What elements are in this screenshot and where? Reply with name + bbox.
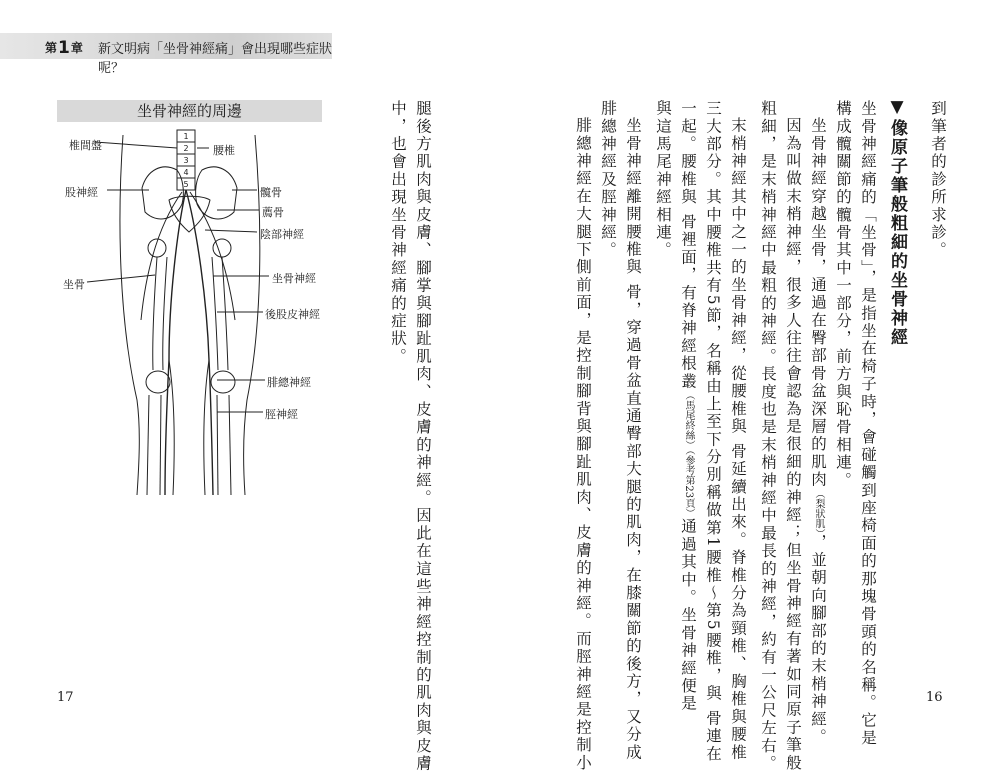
page-number-left: 17 — [57, 690, 74, 705]
text-column-11: 坐骨神經離開腰椎與 骨，穿過骨盆直通臀部大腿的肌肉，在膝關節的後方，又分成 — [624, 117, 642, 762]
text-column-10: 與這馬尾神經相連。 — [654, 100, 672, 260]
section-heading: ▼像原子筆般粗細的坐骨神經 — [887, 97, 907, 347]
chapter-header — [0, 33, 333, 76]
vertebra-3-label: 3 — [183, 156, 189, 165]
text-column-2: 坐骨神經痛的「坐骨」，是指坐在椅子時，會碰觸到座椅面的那塊骨頭的名稱。它是 — [859, 100, 877, 748]
label-posterior-femoral-cutaneous-nerve: 後股皮神經 — [265, 308, 320, 321]
text-column-15: 中，也會出現坐骨神經痛的症狀。 — [389, 100, 407, 366]
label-tibial-nerve: 脛神經 — [265, 408, 298, 421]
text-column-14: 腿後方肌肉與皮膚、腳掌與腳趾肌肉、皮膚的神經。因此在這些神經控制的肌肉與皮膚 — [414, 100, 432, 773]
label-ilium: 髖骨 — [260, 186, 282, 199]
vertebra-2-label: 2 — [183, 144, 189, 153]
figure-title: 坐骨神經的周邊 — [57, 100, 322, 122]
text-column-1: 到筆者的診所求診。 — [929, 100, 947, 260]
text-column-3: 構成髖關節的髖骨其中一部分，前方與恥骨相連。 — [834, 100, 852, 490]
text-column-13: 腓總神經在大腿下側前面，是控制腳背與腳趾肌肉、皮膚的神經。而脛神經是控制小 — [574, 117, 592, 772]
sciatic-anatomy-illustration — [57, 100, 322, 495]
text-column-9: 一起。腰椎與 骨裡面，有脊神經根叢（馬尾終絲）（參考第23頁）通過其中。坐骨神經便是 — [679, 100, 697, 713]
vertebra-4-label: 4 — [183, 168, 189, 177]
text-column-7: 末梢神經其中之一的坐骨神經，從腰椎與 骨延續出來。脊椎分為頸椎、胸椎與腰椎 — [729, 117, 747, 762]
vertebra-1-label: 1 — [183, 132, 189, 141]
label-sciatic-nerve: 坐骨神經 — [272, 272, 316, 285]
label-femoral-nerve: 股神經 — [65, 186, 98, 199]
label-common-peroneal-nerve: 腓總神經 — [267, 376, 311, 389]
anatomy-figure — [57, 100, 322, 495]
text-column-12: 腓總神經及脛神經。 — [599, 100, 617, 260]
text-column-5: 因為叫做末梢神經，很多人往往會認為是很細的神經；但坐骨神經有著如同原子筆般 — [784, 117, 802, 772]
label-pudendal-nerve: 陰部神經 — [260, 228, 304, 241]
label-intervertebral-disc: 椎間盤 — [69, 139, 102, 152]
text-column-8: 三大部分。其中腰椎共有5節，名稱由上至下分別稱做第1腰椎〜第5腰椎，與 骨連在 — [704, 100, 722, 763]
label-sacrum: 薦骨 — [262, 206, 284, 219]
text-column-4: 坐骨神經穿越坐骨，通過在臀部骨盆深層的肌肉（梨狀肌），並朝向腳部的末梢神經。 — [809, 117, 827, 747]
label-sciatic: 坐骨 — [63, 278, 85, 291]
page-number-right: 16 — [926, 690, 943, 705]
chapter-label: 第1章 — [45, 38, 83, 58]
label-lumbar: 腰椎 — [213, 144, 235, 157]
chapter-title: 新文明病「坐骨神經痛」會出現哪些症狀呢？ — [98, 42, 333, 76]
text-column-6: 粗細，是末梢神經中最粗的神經。長度也是末梢神經中最長的神經，約有一公尺左右。 — [759, 100, 777, 773]
vertebra-5-label: 5 — [183, 180, 189, 189]
